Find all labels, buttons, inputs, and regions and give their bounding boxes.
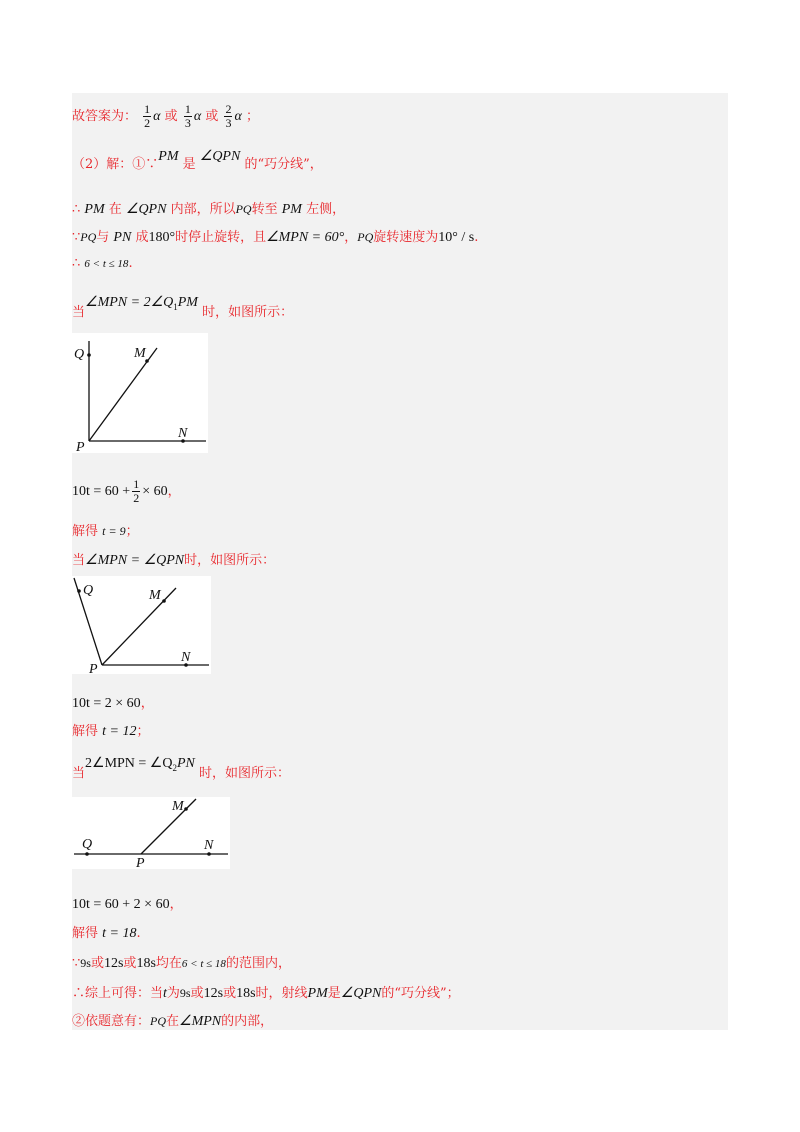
text: 时，如图所示： (194, 766, 290, 781)
math: ∠QPN (125, 202, 167, 217)
text: 当 (72, 766, 86, 781)
text: 在 (166, 1014, 180, 1029)
label-m: M (149, 588, 161, 603)
math: PM (177, 295, 198, 310)
math: 10° / s (438, 230, 475, 245)
math: PM (84, 202, 105, 217)
subscript: 2 (172, 763, 177, 773)
math: ∠QPN (340, 986, 382, 1001)
text: 左侧， (301, 202, 346, 217)
text: 解得 (72, 524, 103, 539)
answer-line (72, 103, 259, 130)
math: 2∠MPN = ∠Q (85, 756, 173, 771)
subscript: 1 (173, 302, 178, 312)
math: ∠MPN = ∠QPN (85, 553, 185, 568)
fraction-one-half: $\frac{1}{2}$ (133, 477, 140, 505)
math: PQ (235, 202, 252, 216)
label-m: M (172, 799, 184, 814)
text: 的“巧分线”； (381, 986, 460, 1001)
equation-line (72, 893, 183, 913)
math: t = 18 (102, 926, 137, 941)
text: 或 (90, 956, 104, 971)
case-line (72, 295, 294, 320)
text: 时停止旋转，且 (175, 230, 267, 245)
math: PQ (80, 230, 97, 244)
alpha: α (234, 109, 242, 124)
math: 10t = 2 × 60 (72, 696, 141, 711)
math: t = 9 (102, 524, 126, 538)
label-n: N (178, 426, 188, 441)
math: PN (113, 230, 132, 245)
math: PM (158, 149, 179, 164)
text: ， (140, 696, 154, 711)
case-line (72, 549, 275, 569)
text: 时，如图所示： (184, 553, 276, 568)
label-q: Q (83, 583, 94, 598)
math: ∠MPN (179, 1014, 222, 1029)
math: ∠QPN (199, 149, 241, 164)
fraction-two-thirds: $\frac{2}{3}$ (225, 102, 232, 130)
text: 故答案为： (72, 109, 138, 124)
text: ∴ (72, 202, 85, 217)
math: PN (176, 756, 195, 771)
text: ； (125, 524, 139, 539)
equation-line (72, 478, 181, 505)
label-q: Q (82, 837, 93, 852)
text: ∵ (72, 230, 81, 245)
result-line (72, 720, 150, 740)
result-line (72, 922, 141, 942)
equation-line (72, 692, 154, 712)
text: 或 (205, 109, 219, 124)
fraction-one-third: $\frac{1}{3}$ (184, 102, 191, 130)
text: 或 (223, 986, 237, 1001)
text: 时，如图所示： (197, 305, 294, 320)
label-p: P (89, 662, 98, 674)
math: 10t = 60 + (72, 484, 131, 499)
label-n: N (181, 650, 191, 665)
text: 的“巧分线”， (240, 157, 323, 172)
math: t (163, 986, 167, 1001)
text: 在 (104, 202, 126, 217)
text: . (136, 926, 141, 941)
label-p: P (136, 856, 145, 869)
text: 是 (178, 157, 200, 172)
label-p: P (76, 440, 85, 453)
math: 6 < t ≤ 18 (84, 258, 129, 270)
figure-1 (72, 333, 208, 453)
math: t = 12 (102, 724, 137, 739)
alpha: α (193, 109, 202, 124)
text: ∴ (72, 256, 85, 271)
text: ∴综上可得：当 (72, 986, 164, 1001)
solution-line (72, 198, 345, 218)
math: 12s (103, 956, 124, 971)
figure-3 (72, 797, 230, 869)
math: 12s (203, 986, 224, 1001)
check-line (72, 952, 291, 972)
math: 18s (136, 956, 156, 971)
math: PQ (357, 230, 374, 244)
math: ∠MPN = 60° (266, 230, 345, 245)
math: ∠MPN = 2∠Q (85, 295, 174, 310)
text: 解得 (72, 926, 103, 941)
solution-line (72, 256, 133, 271)
math: PM (281, 202, 302, 217)
label-n: N (204, 838, 214, 853)
text: . (474, 230, 479, 245)
text: . (128, 256, 133, 271)
math: PQ (150, 1014, 167, 1028)
text: ∵ (72, 956, 81, 971)
math: 9s (80, 956, 91, 970)
figure-2 (72, 576, 211, 674)
label-m: M (134, 346, 146, 361)
math: × 60 (142, 484, 168, 499)
text: 当 (72, 305, 86, 320)
text: 或 (123, 956, 137, 971)
text: ； (136, 724, 150, 739)
text: 是 (327, 986, 341, 1001)
text: 为 (166, 986, 180, 1001)
case-line (72, 754, 290, 781)
math: 9s (179, 986, 191, 1000)
text: （2）解：①∵ (72, 157, 159, 172)
text: 或 (164, 109, 178, 124)
text: ， (169, 897, 183, 912)
text: 成 (131, 230, 149, 245)
text: 的内部， (221, 1014, 274, 1029)
result-line (72, 520, 139, 539)
conclusion-line (72, 982, 460, 1002)
fraction-one-half: $\frac{1}{2}$ (144, 102, 151, 130)
text: 或 (190, 986, 204, 1001)
text: 的范围内， (225, 956, 291, 971)
text: ， (167, 484, 181, 499)
alpha: α (153, 109, 161, 124)
text: 内部，所以 (166, 202, 236, 217)
text: 时，射线 (255, 986, 308, 1001)
math: 6 < t ≤ 18 (181, 958, 226, 970)
part2-line (72, 1010, 273, 1030)
text: 均在 (155, 956, 182, 971)
text: ； (245, 109, 259, 124)
text: 与 (96, 230, 114, 245)
math: PM (307, 986, 328, 1001)
math: 18s (236, 986, 256, 1001)
solution-part2-header (72, 149, 323, 173)
solution-line (72, 226, 478, 246)
text: ②依题意有： (72, 1014, 151, 1029)
text: 旋转速度为 (373, 230, 439, 245)
math: 180° (148, 230, 176, 245)
text: 当 (72, 553, 86, 568)
label-q: Q (74, 347, 85, 362)
text: ， (344, 230, 358, 245)
text: 解得 (72, 724, 103, 739)
math: 10t = 60 + 2 × 60 (72, 897, 170, 912)
text: 转至 (251, 202, 282, 217)
